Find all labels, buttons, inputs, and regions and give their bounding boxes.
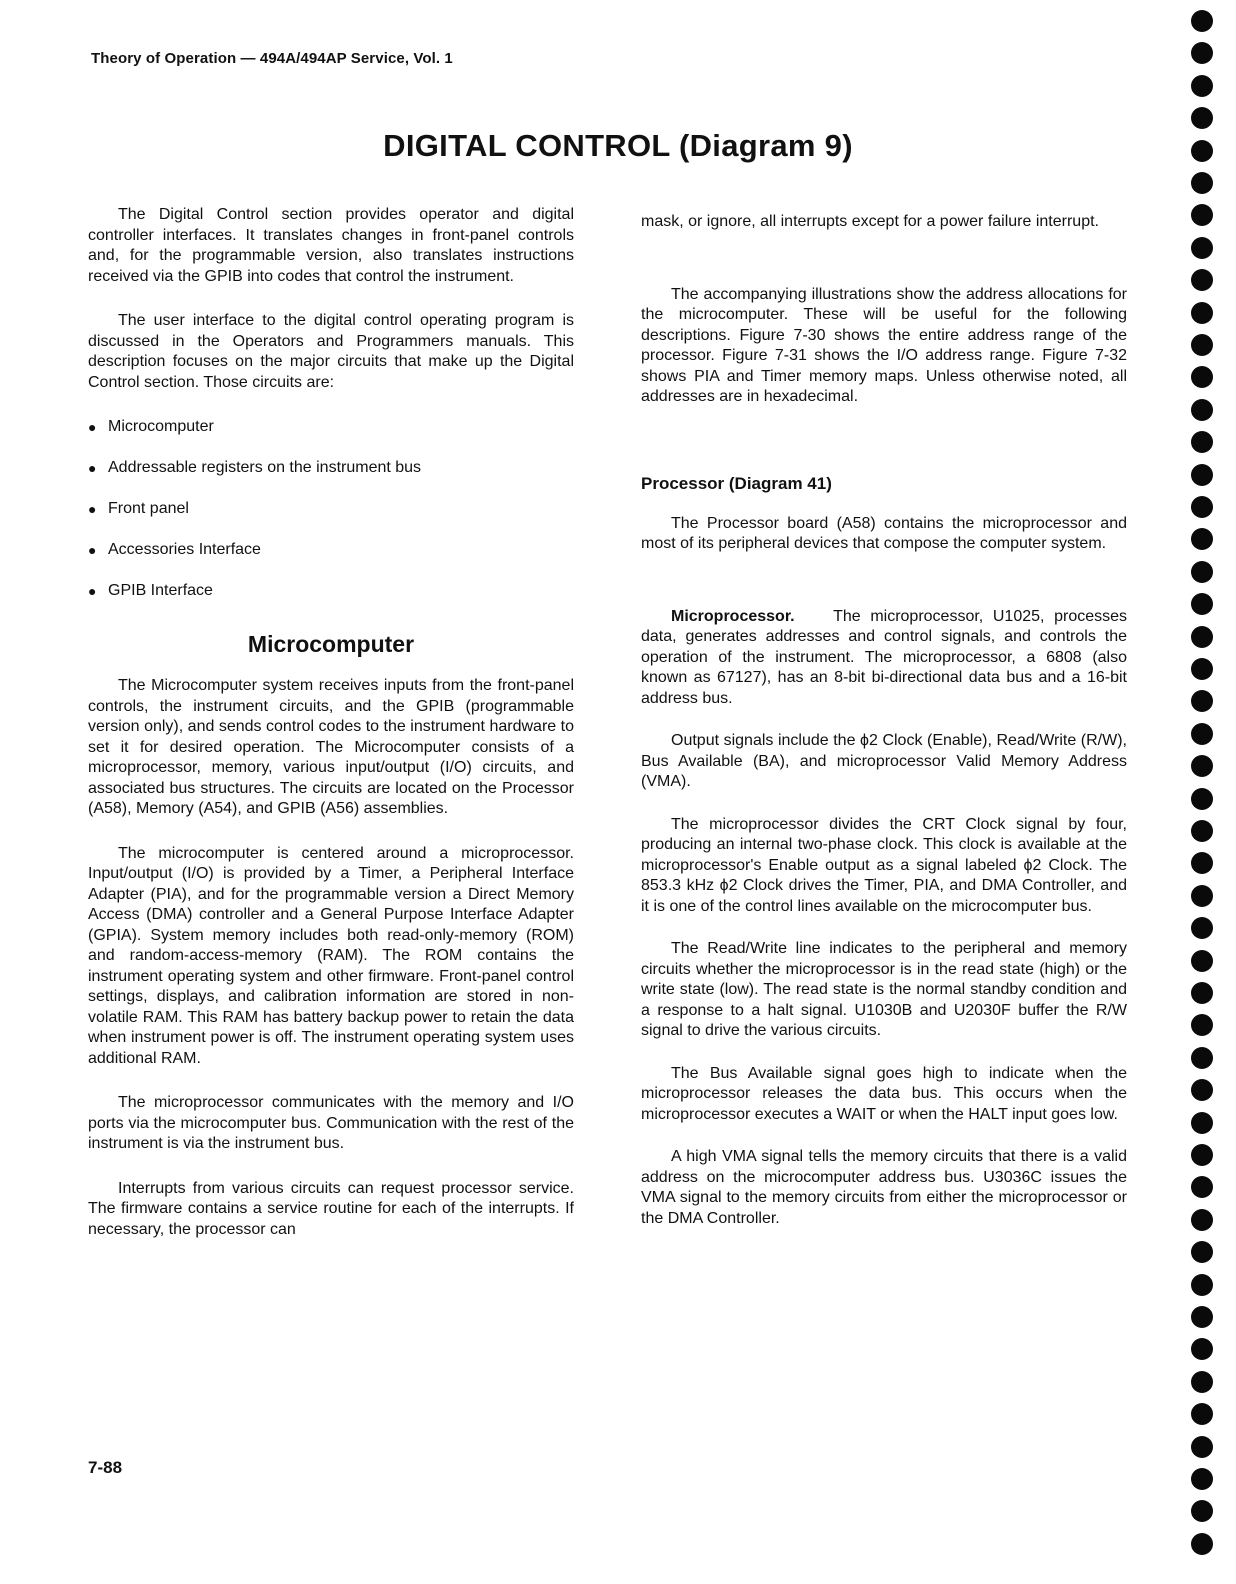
bullet-icon: ● <box>88 542 97 558</box>
bullet-icon: ● <box>88 501 97 517</box>
binding-hole-icon <box>1191 1436 1213 1458</box>
run-in-heading: Microprocessor. <box>671 607 795 625</box>
paragraph: mask, or ignore, all interrupts except for a power failure interrupt. <box>641 213 1099 230</box>
list-item <box>88 417 574 437</box>
paragraph: The microcomputer is centered around a microprocessor. Input/output (I/O) is provided by a Timer, a Peripheral Interface Adapter (PIA), and for the programmable version a Direct Memory Access (DMA) controller and a General Purpose Interface Adapter (GPIA). System memory includes both read-only-memory (ROM) and random-access-memory (RAM). The ROM contains the instrument operating system and other firmware. Front-panel control settings, displays, and calibration information are stored in non-volatile RAM. This RAM has battery backup power to retain the data when instrument power is off. The instrument operating system uses additional RAM. <box>88 844 574 1067</box>
binding-hole-icon <box>1191 10 1213 32</box>
paragraph: The Digital Control section provides operator and digital controller interfaces. It translates changes in front-panel controls and, for the programmable version, also translates instructions received via the GPIB into codes that control the instrument. <box>88 206 574 285</box>
binding-hole-icon <box>1191 690 1213 712</box>
bullet-icon: ● <box>88 460 97 476</box>
paragraph: The microprocessor divides the CRT Clock signal by four, producing an internal two-phase clock. This clock is available at the microprocessor's Enable output as a signal labeled ϕ2 Clock. The 853.3 kHz ϕ2 Clock drives the Timer, PIA, and DMA Controller, and it is one of the control lines available on the microcomputer bus. <box>641 815 1127 915</box>
paragraph: The Read/Write line indicates to the peripheral and memory circuits whether the microprocessor is in the read state (high) or the write state (low). The read state is the normal standby condition and a response to a halt signal. U1030B and U2030F buffer the R/W signal to drive the various circuits. <box>641 940 1127 1039</box>
paragraph: The accompanying illustrations show the address allocations for the microcomputer. These will be useful for the following descriptions. Figure 7-30 shows the entire address range of the processor. Figure 7-31 shows the I/O address range. Figure 7-32 shows PIA and Timer memory maps. Unless otherwise noted, all addresses are in hexadecimal. <box>641 285 1127 405</box>
binding-hole-icon <box>1191 658 1213 680</box>
list-item <box>88 458 574 478</box>
binding-hole-icon <box>1191 1176 1213 1198</box>
binding-hole-icon <box>1191 593 1213 615</box>
list-item-label: Accessories Interface <box>108 541 261 558</box>
paragraph: The Bus Available signal goes high to indicate when the microprocessor releases the data bus. This occurs when the microprocessor executes a WAIT or when the HALT input goes low. <box>641 1064 1127 1123</box>
binding-hole-icon <box>1191 1403 1213 1425</box>
binding-hole-icon <box>1191 1014 1213 1036</box>
binding-hole-icon <box>1191 496 1213 518</box>
binding-hole-icon <box>1191 464 1213 486</box>
binding-hole-icon <box>1191 528 1213 550</box>
circuit-list <box>88 417 574 601</box>
binding-hole-icon <box>1191 1241 1213 1263</box>
binding-hole-icon <box>1191 982 1213 1004</box>
binding-hole-icon <box>1191 140 1213 162</box>
paragraph: The microprocessor communicates with the memory and I/O ports via the microcomputer bus. Communication with the rest of the instrument is via the instrument bus. <box>88 1094 574 1152</box>
binding-hole-icon <box>1191 399 1213 421</box>
left-column <box>88 205 574 1264</box>
paragraph: A high VMA signal tells the memory circuits that there is a valid address on the microcomputer address bus. U3036C issues the VMA signal to the memory circuits from either the microprocessor or the DMA Controller. <box>641 1148 1127 1227</box>
list-item <box>88 499 574 519</box>
bullet-icon: ● <box>88 583 97 599</box>
binding-hole-icon <box>1191 1306 1213 1328</box>
binding-hole-icon <box>1191 1371 1213 1393</box>
binding-hole-icon <box>1191 1468 1213 1490</box>
binding-hole-icon <box>1191 431 1213 453</box>
binding-hole-icon <box>1191 1500 1213 1522</box>
paragraph: The Processor board (A58) contains the microprocessor and most of its peripheral devices that compose the computer system. <box>641 514 1127 552</box>
paragraph: The Microcomputer system receives inputs from the front-panel controls, the instrument circuits, and the GPIB (programmable version only), and sends control codes to the instrument hardware to set it for desired operation. The Microcomputer consists of a microprocessor, memory, various input/output (I/O) circuits, and associated bus structures. The circuits are located on the Processor (A58), Memory (A54), and GPIB (A56) assemblies. <box>88 677 574 817</box>
list-item <box>88 540 574 560</box>
list-item-label: Addressable registers on the instrument bus <box>108 459 422 476</box>
page-title: DIGITAL CONTROL (Diagram 9) <box>383 128 853 163</box>
binding-hole-icon <box>1191 107 1213 129</box>
binding-hole-icon <box>1191 561 1213 583</box>
running-head: Theory of Operation — 494A/494AP Service, Vol. 1 <box>91 50 453 67</box>
binding-hole-icon <box>1191 75 1213 97</box>
binding-hole-icon <box>1191 42 1213 64</box>
list-item-label: Microcomputer <box>108 418 214 435</box>
binding-hole-icon <box>1191 269 1213 291</box>
section-heading: Microcomputer <box>247 631 415 657</box>
binding-hole-icon <box>1191 950 1213 972</box>
binding-hole-icon <box>1191 1338 1213 1360</box>
binding-hole-icon <box>1191 366 1213 388</box>
binding-hole-icon <box>1191 334 1213 356</box>
paragraph <box>641 607 1127 710</box>
binding-hole-icon <box>1191 1144 1213 1166</box>
paragraph-text: The microprocessor, U1025, processes data, generates addresses and control signals, and controls the operation of the instrument. The microprocessor, a 6808 (also known as 67127), has an 8-bit bi-directional data bus and a 16-bit address bus. <box>641 607 1128 707</box>
paragraph: The user interface to the digital control operating program is discussed in the Operators and Programmers manuals. This description focuses on the major circuits that make up the Digital Control section. Those circuits are: <box>88 312 574 391</box>
binding-hole-icon <box>1191 1533 1213 1555</box>
right-column <box>641 212 1127 1251</box>
binding-hole-icon <box>1191 885 1213 907</box>
binding-hole-icon <box>1191 1112 1213 1134</box>
paragraph: Output signals include the ϕ2 Clock (Enable), Read/Write (R/W), Bus Available (BA), and microprocessor Valid Memory Address (VMA). <box>641 732 1127 790</box>
binding-hole-icon <box>1191 626 1213 648</box>
binding-hole-icon <box>1191 788 1213 810</box>
binding-hole-icon <box>1191 1079 1213 1101</box>
binding-hole-icon <box>1191 755 1213 777</box>
binding-hole-icon <box>1191 1047 1213 1069</box>
binding-hole-icon <box>1191 237 1213 259</box>
subsection-heading: Processor (Diagram 41) <box>641 473 832 493</box>
binding-holes <box>1185 0 1225 1584</box>
list-item-label: Front panel <box>108 500 189 517</box>
list-item <box>88 581 574 601</box>
binding-hole-icon <box>1191 1274 1213 1296</box>
binding-hole-icon <box>1191 172 1213 194</box>
binding-hole-icon <box>1191 204 1213 226</box>
page-number: 7-88 <box>88 1458 123 1477</box>
binding-hole-icon <box>1191 852 1213 874</box>
binding-hole-icon <box>1191 1209 1213 1231</box>
binding-hole-icon <box>1191 723 1213 745</box>
list-item-label: GPIB Interface <box>108 582 213 599</box>
bullet-icon: ● <box>88 419 97 435</box>
paragraph: Interrupts from various circuits can request processor service. The firmware contains a service routine for each of the interrupts. If necessary, the processor can <box>88 1179 574 1238</box>
binding-hole-icon <box>1191 820 1213 842</box>
binding-hole-icon <box>1191 302 1213 324</box>
binding-hole-icon <box>1191 917 1213 939</box>
